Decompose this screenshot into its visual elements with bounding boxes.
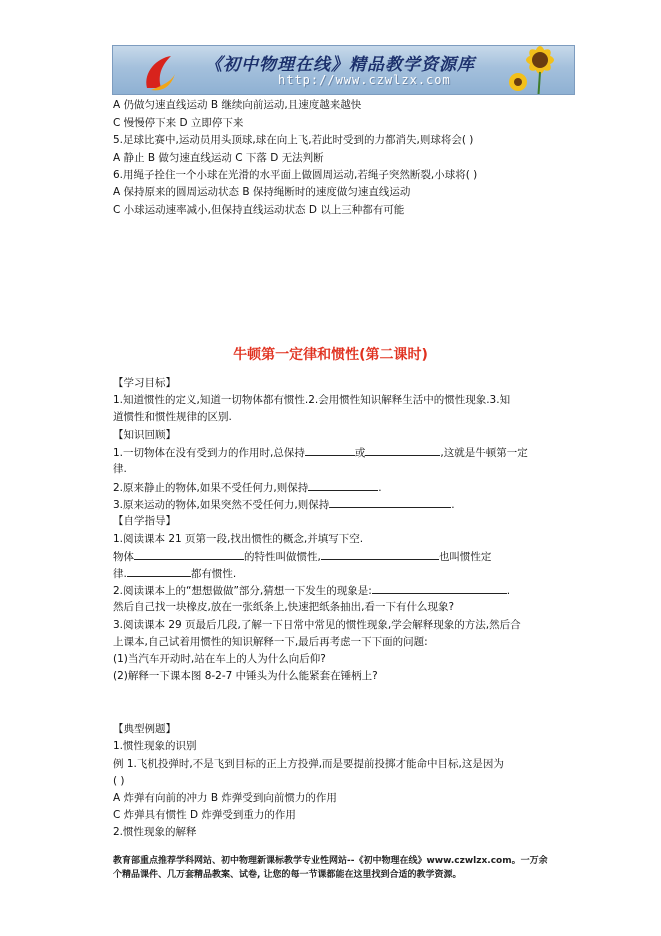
review-q2: 2.原来静止的物体,如果不受任何力,则保持 .: [113, 479, 382, 496]
guide-item-2: 2.阅读课本上的“想想做做”部分,猜想一下发生的现象是: .: [113, 582, 510, 599]
fill-blank[interactable]: [365, 444, 440, 456]
guide-item-2-cont: 然后自己找一块橡皮,放在一张纸条上,快速把纸条抽出,看一下有什么现象?: [113, 601, 455, 613]
guide-item-1-fill: 律. 都有惯性.: [113, 565, 236, 582]
guide-item-1-fill: 物体 的特性叫做惯性, 也叫惯性定: [113, 548, 491, 565]
header-banner: [112, 45, 575, 95]
sunflower-icon: [500, 45, 570, 95]
goals-text: 道惯性和惯性规律的区别.: [113, 411, 232, 423]
fill-blank[interactable]: [134, 548, 244, 560]
example-topic: 1.惯性现象的识别: [113, 740, 197, 752]
option-line: A 保持原来的圆周运动状态 B 保持绳断时的速度做匀速直线运动: [113, 186, 411, 198]
review-q3: 3.原来运动的物体,如果突然不受任何力,则保持 .: [113, 496, 455, 513]
question-5: 5.足球比赛中,运动员用头顶球,球在向上飞,若此时受到的力都消失,则球将会( ): [113, 134, 474, 146]
guide-subquestion: (1)当汽车开动时,站在车上的人为什么向后仰?: [113, 653, 326, 665]
site-logo-icon: [141, 52, 177, 92]
guide-item-3: 3.阅读课本 29 页最后几段,了解一下日常中常见的惯性现象,学会解释现象的方法,然后合: [113, 619, 521, 631]
review-q1-cont: 律.: [113, 463, 127, 475]
section-heading: 【知识回顾】: [113, 429, 176, 441]
banner-title: 《初中物理在线》精品教学资源库: [205, 55, 475, 75]
section-heading: 【典型例题】: [113, 723, 176, 735]
review-q1: 1.一切物体在没有受到力的作用时,总保持 或 ,这就是牛顿第一定: [113, 444, 528, 461]
section-heading: 【自学指导】: [113, 515, 176, 527]
option-line: A 静止 B 做匀速直线运动 C 下落 D 无法判断: [113, 152, 324, 164]
section-title: 牛顿第一定律和惯性(第二课时): [233, 347, 428, 363]
example-1-answer: ( ): [113, 775, 125, 787]
banner-url[interactable]: http://www.czwlzx.com: [278, 73, 451, 87]
goals-text: 1.知道惯性的定义,知道一切物体都有惯性.2.会用惯性知识解释生活中的惯性现象.3.知: [113, 394, 511, 406]
example-1: 例 1.飞机投弹时,不是飞到目标的正上方投弹,而是要提前投掷才能命中目标,这是因为: [113, 758, 504, 770]
fill-blank[interactable]: [305, 444, 355, 456]
footer-text: 教育部重点推荐学科网站、初中物理新课标教学专业性网站--《初中物理在线》www.czwlzx.com。一万余: [113, 856, 548, 866]
section-heading: 【学习目标】: [113, 377, 176, 389]
guide-item-1: 1.阅读课本 21 页第一段,找出惯性的概念,并填写下空.: [113, 533, 364, 545]
guide-item-3-cont: 上课本,自己试着用惯性的知识解释一下,最后再考虑一下下面的问题:: [113, 636, 428, 648]
question-6: 6.用绳子拴住一个小球在光滑的水平面上做圆周运动,若绳子突然断裂,小球将( ): [113, 169, 478, 181]
fill-blank[interactable]: [372, 582, 507, 594]
guide-subquestion: (2)解释一下课本图 8-2-7 中锤头为什么能紧套在锤柄上?: [113, 670, 378, 682]
option-line: C 小球运动速率减小,但保持直线运动状态 D 以上三种都有可能: [113, 204, 405, 216]
fill-blank[interactable]: [308, 479, 378, 491]
fill-blank[interactable]: [127, 565, 191, 577]
option-line: C 炸弹具有惯性 D 炸弹受到重力的作用: [113, 809, 296, 821]
option-line: A 炸弹有向前的冲力 B 炸弹受到向前惯力的作用: [113, 792, 337, 804]
footer-text: 个精品课件、几万套精品教案、试卷, 让您的每一节课都能在这里找到合适的教学资源。: [113, 870, 462, 880]
option-line: A 仍做匀速直线运动 B 继续向前运动,且速度越来越快: [113, 99, 362, 111]
option-line: C 慢慢停下来 D 立即停下来: [113, 117, 244, 129]
fill-blank[interactable]: [321, 548, 439, 560]
example-topic: 2.惯性现象的解释: [113, 826, 197, 838]
fill-blank[interactable]: [329, 496, 451, 508]
